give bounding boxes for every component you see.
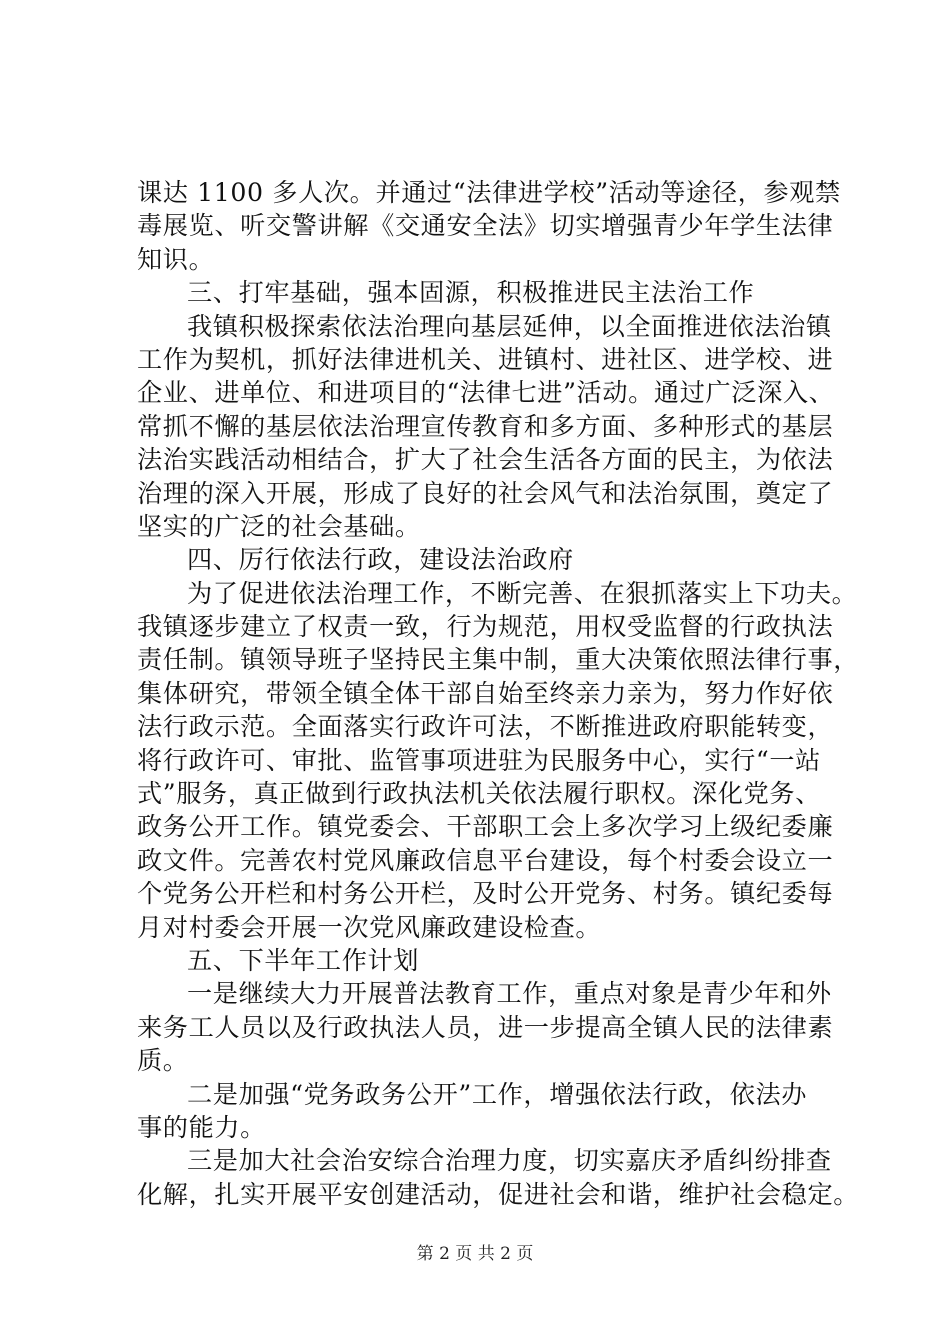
text-line: 质。	[137, 1046, 189, 1076]
text-line: 五、下半年工作计划	[187, 945, 420, 975]
text-line: 法行政示范。全面落实行政许可法，不断推进政府职能转变，	[137, 712, 834, 742]
text-line: 我镇逐步建立了权责一致，行为规范，用权受监督的行政执法	[137, 612, 834, 642]
text-line: 课达 1100 多人次。并通过“法律进学校”活动等途径，参观禁	[137, 178, 841, 207]
text-line: 我镇积极探索依法治理向基层延伸，以全面推进依法治镇	[187, 311, 832, 341]
text-line: 来务工人员以及行政执法人员，进一步提高全镇人民的法律素	[137, 1012, 834, 1042]
text-line: 四、厉行依法行政，建设法治政府	[187, 545, 574, 575]
text-line: 法治实践活动相结合，扩大了社会生活各方面的民主，为依法	[137, 445, 834, 475]
text-line: 三、打牢基础，强本固源，积极推进民主法治工作	[187, 278, 755, 308]
text-line: 知识。	[137, 244, 215, 274]
text-line: 为了促进依法治理工作，不断完善、在狠抓落实上下功夫。	[187, 578, 858, 608]
text-line: 月对村委会开展一次党风廉政建设检查。	[137, 912, 602, 942]
text-line: 二是加强“党务政务公开”工作，增强依法行政，依法办	[187, 1079, 808, 1109]
text-line: 责任制。镇领导班子坚持民主集中制，重大决策依照法律行事，	[137, 645, 860, 675]
text-line: 一是继续大力开展普法教育工作，重点对象是青少年和外	[187, 979, 832, 1009]
text-line: 坚实的广泛的社会基础。	[137, 511, 421, 541]
text-line: 式”服务，真正做到行政执法机关依法履行职权。深化党务、	[137, 779, 821, 809]
text-line: 集体研究，带领全镇全体干部自始至终亲力亲为，努力作好依	[137, 678, 834, 708]
text-line: 事的能力。	[137, 1112, 266, 1142]
text-line: 个党务公开栏和村务公开栏，及时公开党务、村务。镇纪委每	[137, 879, 834, 909]
document-body	[137, 176, 860, 1211]
page-footer: 第 2 页 共 2 页	[416, 1244, 534, 1264]
text-line: 政务公开工作。镇党委会、干部职工会上多次学习上级纪委廉	[137, 812, 834, 842]
text-line: 工作为契机，抓好法律进机关、进镇村、进社区、进学校、进	[137, 344, 834, 374]
text-line: 三是加大社会治安综合治理力度，切实嘉庆矛盾纠纷排查	[187, 1146, 832, 1176]
text-line: 毒展览、听交警讲解《交通安全法》切实增强青少年学生法律	[137, 211, 834, 241]
text-line: 将行政许可、审批、监管事项进驻为民服务中心，实行“一站	[137, 745, 821, 775]
text-line: 常抓不懈的基层依法治理宣传教育和多方面、多种形式的基层	[137, 411, 834, 441]
text-line: 企业、进单位、和进项目的“法律七进”活动。通过广泛深入、	[137, 378, 835, 408]
text-line: 政文件。完善农村党风廉政信息平台建设，每个村委会设立一	[137, 845, 834, 875]
text-line: 治理的深入开展，形成了良好的社会风气和法治氛围，奠定了	[137, 478, 834, 508]
text-line: 化解，扎实开展平安创建活动，促进社会和谐，维护社会稳定。	[137, 1179, 860, 1209]
